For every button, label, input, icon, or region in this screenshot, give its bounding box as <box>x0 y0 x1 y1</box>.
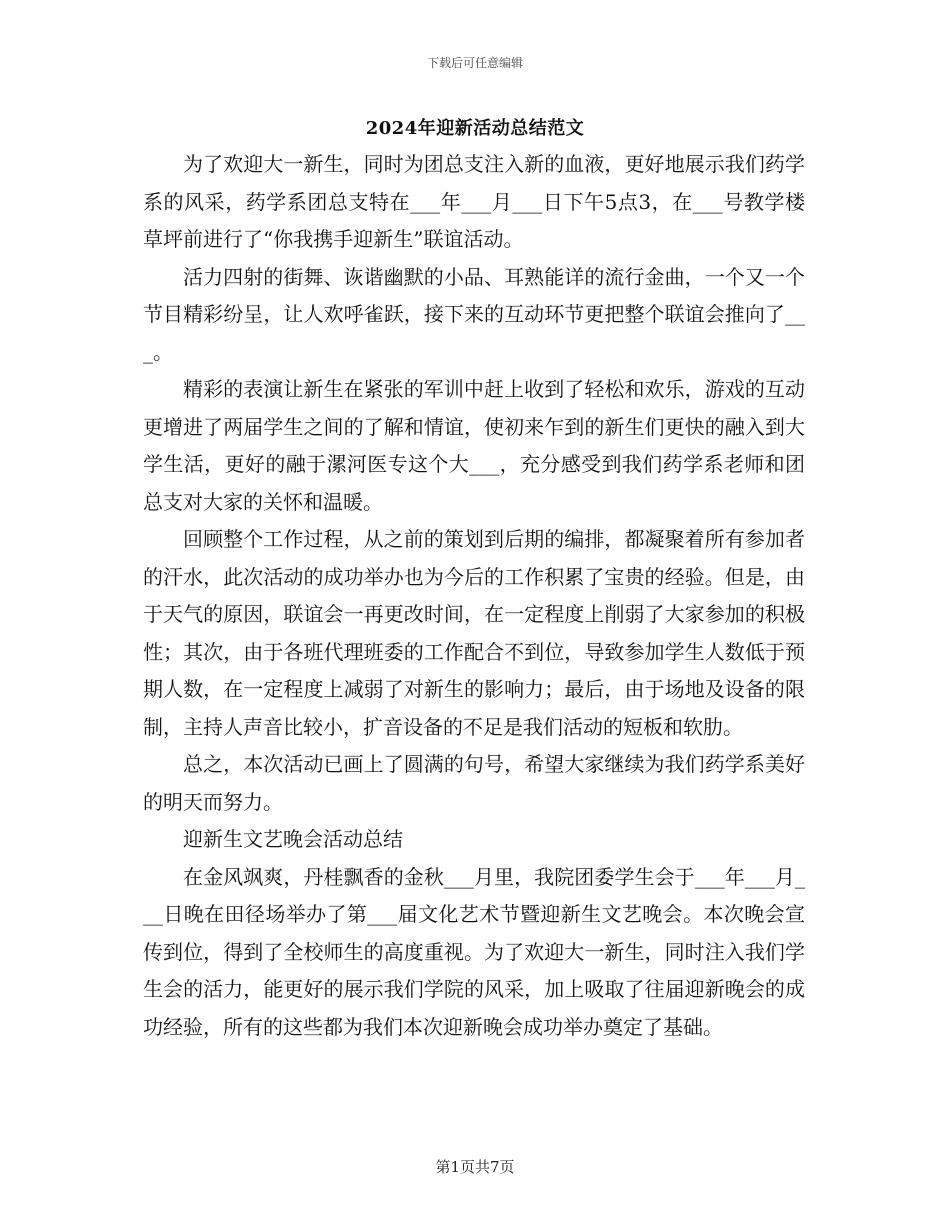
section-subheading: 迎新生文艺晚会活动总结 <box>183 827 403 851</box>
paragraph: 回顾整个工作过程，从之前的策划到后期的编排，都凝聚着所有参加者的汗水，此次活动的成功举办也为今后的工作积累了宝贵的经验。但是，由于天气的原因，联谊会一再更改时间，在一定程度上削弱了大家参加的积极性；其次，由于各班代理班委的工作配合不到位，导致参加学生人数低于预期人数，在一定程度上减弱了对新生的影响力；最后，由于场地及设备的限制，主持人声音比较小，扩音设备的不足是我们活动的短板和软肋。 <box>143 527 805 739</box>
paragraph: 为了欢迎大一新生，同时为团总支注入新的血液，更好地展示我们药学系的风采，药学系团总支特在___年___月___日下午5点3，在___号教学楼草坪前进行了“你我携手迎新生”联谊活动。 <box>143 152 805 251</box>
paragraph: 活力四射的街舞、诙谐幽默的小品、耳熟能详的流行金曲，一个又一个节目精彩纷呈，让人欢呼雀跃，接下来的互动环节更把整个联谊会推向了___。 <box>143 264 805 364</box>
page-number-footer: 第1页共7页 <box>435 1158 515 1176</box>
page-header-note: 下载后可任意编辑 <box>426 56 523 70</box>
paragraph: 精彩的表演让新生在紧张的军训中赶上收到了轻松和欢乐，游戏的互动更增进了两届学生之间的了解和情谊，使初来乍到的新生们更快的融入到大学生活，更好的融于漯河医专这个大___，充分感受到我们药学系老师和团总支对大家的关怀和温暖。 <box>143 377 805 514</box>
paragraph: 在金风飒爽，丹桂飘香的金秋___月里，我院团委学生会于___年___月___日晚在田径场举办了第___届文化艺术节暨迎新生文艺晚会。本次晚会宣传到位，得到了全校师生的高度重视。为了欢迎大一新生，同时注入我们学生会的活力，能更好的展示我们学院的风采，加上吸取了往届迎新晚会的成功经验，所有的这些都为我们本次迎新晚会成功举办奠定了基础。 <box>143 864 805 1039</box>
paragraph: 总之，本次活动已画上了圆满的句号，希望大家继续为我们药学系美好的明天而努力。 <box>143 752 805 814</box>
document-title: 2024年迎新活动总结范文 <box>365 118 585 139</box>
document-body <box>143 146 805 1046</box>
